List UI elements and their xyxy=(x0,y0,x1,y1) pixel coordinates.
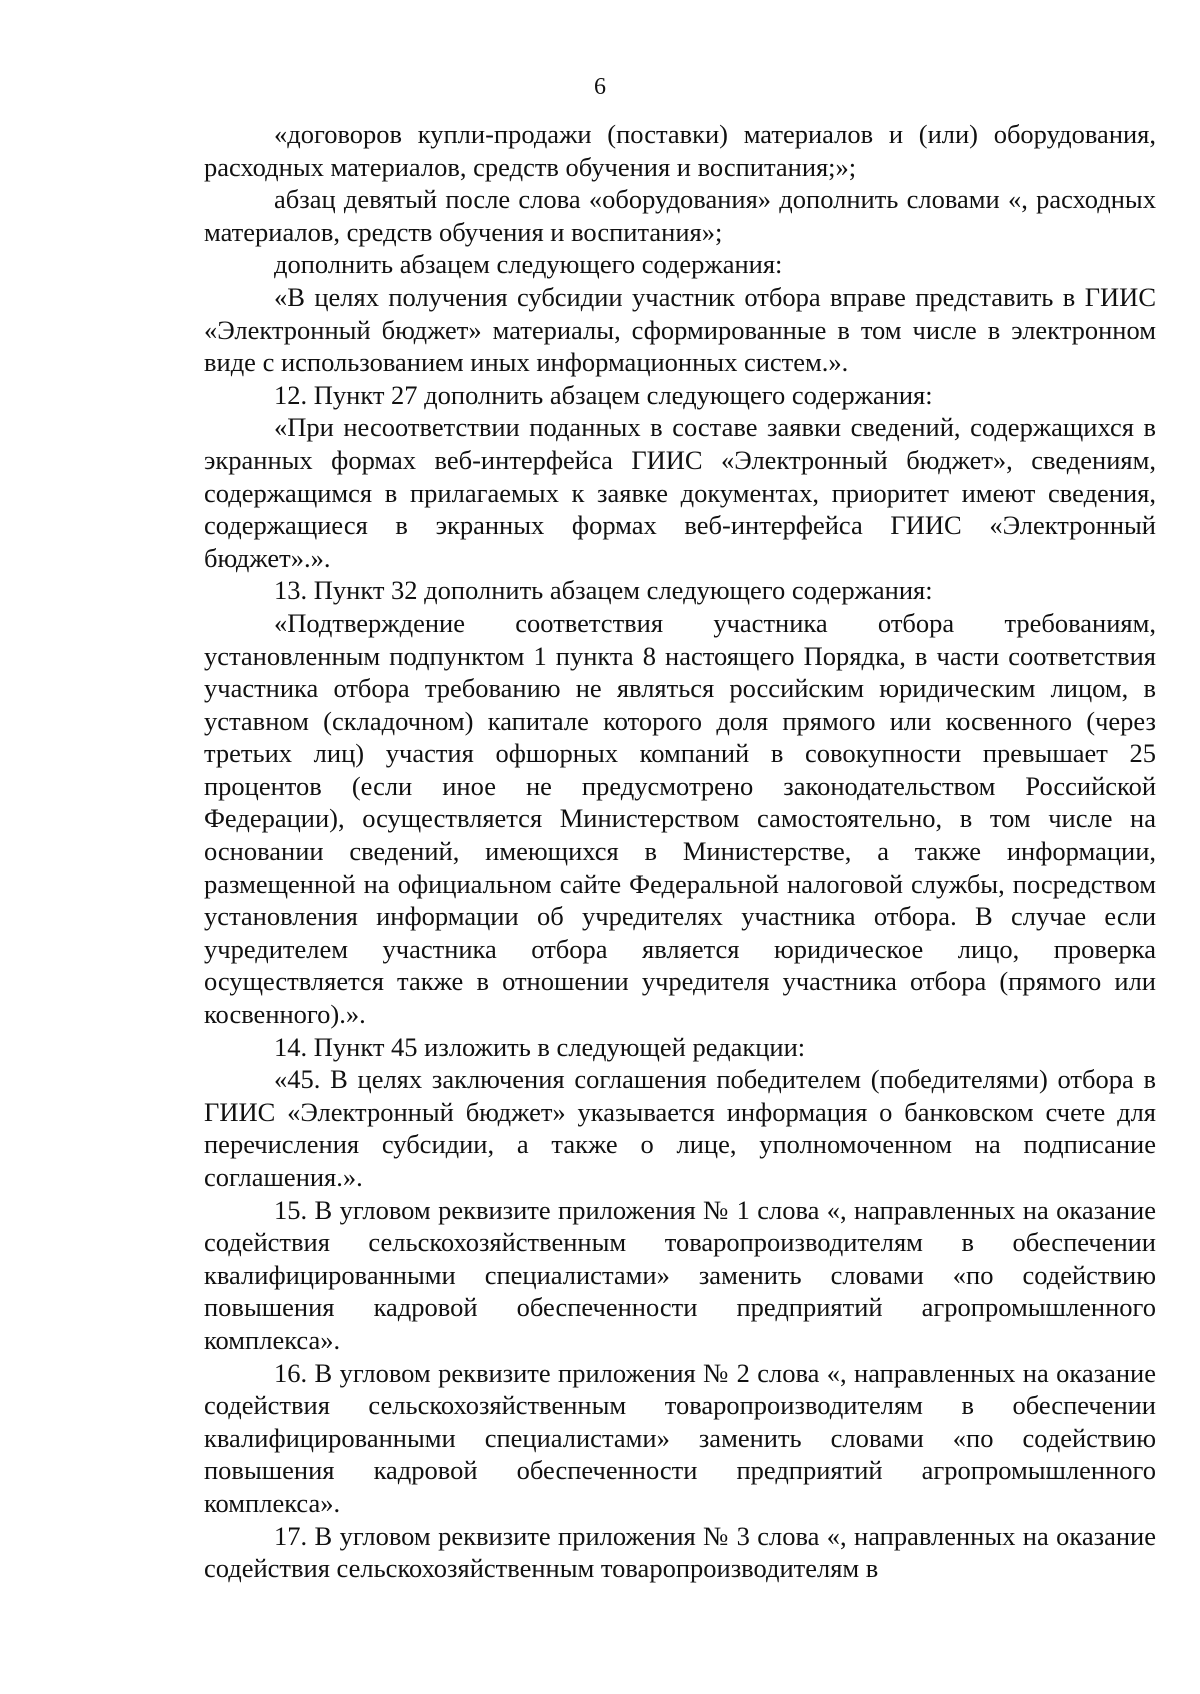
paragraph-11: 15. В угловом реквизите приложения № 1 слова «, направленных на оказание содействия сельскохозяйственным товаропроизводителям в обеспечении квалифицированными специалистами» заменить словами «по содействию повышения кадровой обеспеченности предприятий агропромышленного комплекса». xyxy=(204,1194,1156,1355)
page-number: 6 xyxy=(594,74,606,100)
paragraph-6: «При несоответствии поданных в составе заявки сведений, содержащихся в экранных формах веб-интерфейса ГИИС «Электронный бюджет», сведениям, содержащимся в прилагаемых к заявке документах, приоритет имеют сведения, содержащиеся в экранных формах веб-интерфейса ГИИС «Электронный бюджет».». xyxy=(204,412,1156,573)
paragraph-12: 16. В угловом реквизите приложения № 2 слова «, направленных на оказание содействия сельскохозяйственным товаропроизводителям в обеспечении квалифицированными специалистами» заменить словами «по содействию повышения кадровой обеспеченности предприятий агропромышленного комплекса». xyxy=(204,1357,1156,1518)
paragraph-3: дополнить абзацем следующего содержания: xyxy=(274,249,783,280)
paragraph-9: 14. Пункт 45 изложить в следующей редакции: xyxy=(274,1031,806,1062)
paragraph-5: 12. Пункт 27 дополнить абзацем следующего содержания: xyxy=(274,379,933,410)
paragraph-8: «Подтверждение соответствия участника отбора требованиям, установленным подпунктом 1 пункта 8 настоящего Порядка, в части соответствия участника отбора требованию не являться российским юридическим лицом, в уставном (складочном) капитале которого доля прямого или косвенного (через третьих лиц) участия офшорных компаний в совокупности превышает 25 процентов (если иное не предусмотрено законодательством Российской Федерации), осуществляется Министерством самостоятельно, в том числе на основании сведений, имеющихся в Министерстве, а также информации, размещенной на официальном сайте Федеральной налоговой службы, посредством установления информации об учредителях участника отбора. В случае если учредителем участника отбора является юридическое лицо, проверка осуществляется также в отношении учредителя участника отбора (прямого или косвенного).». xyxy=(204,607,1156,1030)
document-body xyxy=(204,118,1156,1585)
paragraph-1: «договоров купли-продажи (поставки) материалов и (или) оборудования, расходных материалов, средств обучения и воспитания;»; xyxy=(204,119,1156,182)
paragraph-2: абзац девятый после слова «оборудования» дополнить словами «, расходных материалов, средств обучения и воспитания»; xyxy=(204,184,1156,247)
paragraph-10: «45. В целях заключения соглашения победителем (победителями) отбора в ГИИС «Электронный бюджет» указывается информация о банковском счете для перечисления субсидии, а также о лице, уполномоченном на подписание соглашения.». xyxy=(204,1064,1156,1192)
paragraph-13: 17. В угловом реквизите приложения № 3 слова «, направленных на оказание содействия сельскохозяйственным товаропроизводителям в xyxy=(204,1520,1156,1584)
paragraph-7: 13. Пункт 32 дополнить абзацем следующего содержания: xyxy=(274,575,933,606)
paragraph-4: «В целях получения субсидии участник отбора вправе представить в ГИИС «Электронный бюджет» материалы, сформированные в том числе в электронном виде с использованием иных информационных систем.». xyxy=(204,281,1156,378)
